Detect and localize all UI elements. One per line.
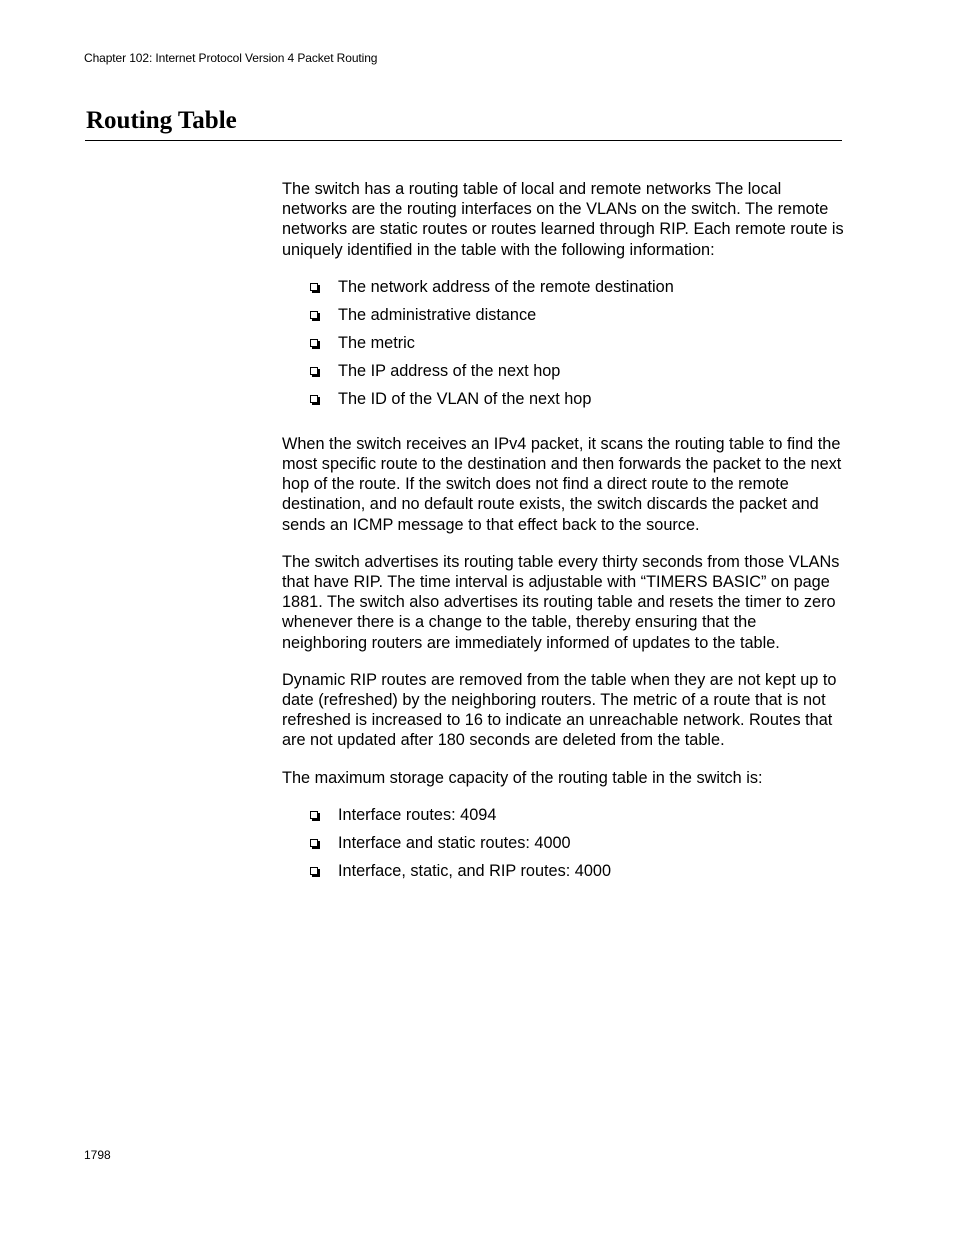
title-divider [85,140,842,141]
advertise-paragraph: The switch advertises its routing table every thirty seconds from those VLANs that have RIP. The time interval is adjustable with “TIMERS BASIC” on page 1881. The switch also advertises its routing table and resets the timer to zero whenever there is a change to the table, thereby ensuring that the neighboring routers are immediately informed of updates to the table. [282,552,840,652]
list-item [282,833,844,861]
list-item-text: The administrative distance [338,305,537,324]
running-header: Chapter 102: Internet Protocol Version 4 Packet Routing [84,51,378,65]
list-item-text: Interface and static routes: 4000 [338,833,571,852]
list-item [282,277,844,305]
box-bullet-icon [310,283,318,291]
list-item [282,333,844,361]
capacity-paragraph: The maximum storage capacity of the routing table in the switch is: [282,768,763,787]
box-bullet-icon [310,367,318,375]
route-info-list [282,277,844,417]
body-column [282,179,844,906]
dynamic-routes-paragraph: Dynamic RIP routes are removed from the table when they are not kept up to date (refreshed) by the neighboring routers. The metric of a route that is not refreshed is increased to 16 to indicate an unreachable network. Routes that are not updated after 180 seconds are deleted from the table. [282,670,837,750]
list-item [282,861,844,889]
capacity-list [282,805,844,889]
box-bullet-icon [310,839,318,847]
list-item-text: Interface routes: 4094 [338,805,497,824]
list-item [282,805,844,833]
list-item [282,305,844,333]
box-bullet-icon [310,395,318,403]
scan-paragraph: When the switch receives an IPv4 packet, it scans the routing table to find the most specific route to the destination and then forwards the packet to the next hop of the route. If the switch does not find a direct route to the remote destination, and no default route exists, the switch discards the packet and sends an ICMP message to that effect back to the source. [282,434,842,534]
section-title: Routing Table [86,107,237,134]
list-item-text: The network address of the remote destination [338,277,674,296]
intro-paragraph: The switch has a routing table of local and remote networks The local networks are the routing interfaces on the VLANs on the switch. The remote networks are static routes or routes learned through RIP. Each remote route is uniquely identified in the table with the following information: [282,180,844,259]
page-number: 1798 [84,1148,111,1162]
list-item-text: The IP address of the next hop [338,361,561,380]
list-item-text: Interface, static, and RIP routes: 4000 [338,861,612,880]
box-bullet-icon [310,311,318,319]
list-item [282,361,844,389]
list-item-text: The metric [338,333,415,352]
box-bullet-icon [310,339,318,347]
list-item [282,389,844,417]
list-item-text: The ID of the VLAN of the next hop [338,389,592,408]
box-bullet-icon [310,867,318,875]
box-bullet-icon [310,811,318,819]
